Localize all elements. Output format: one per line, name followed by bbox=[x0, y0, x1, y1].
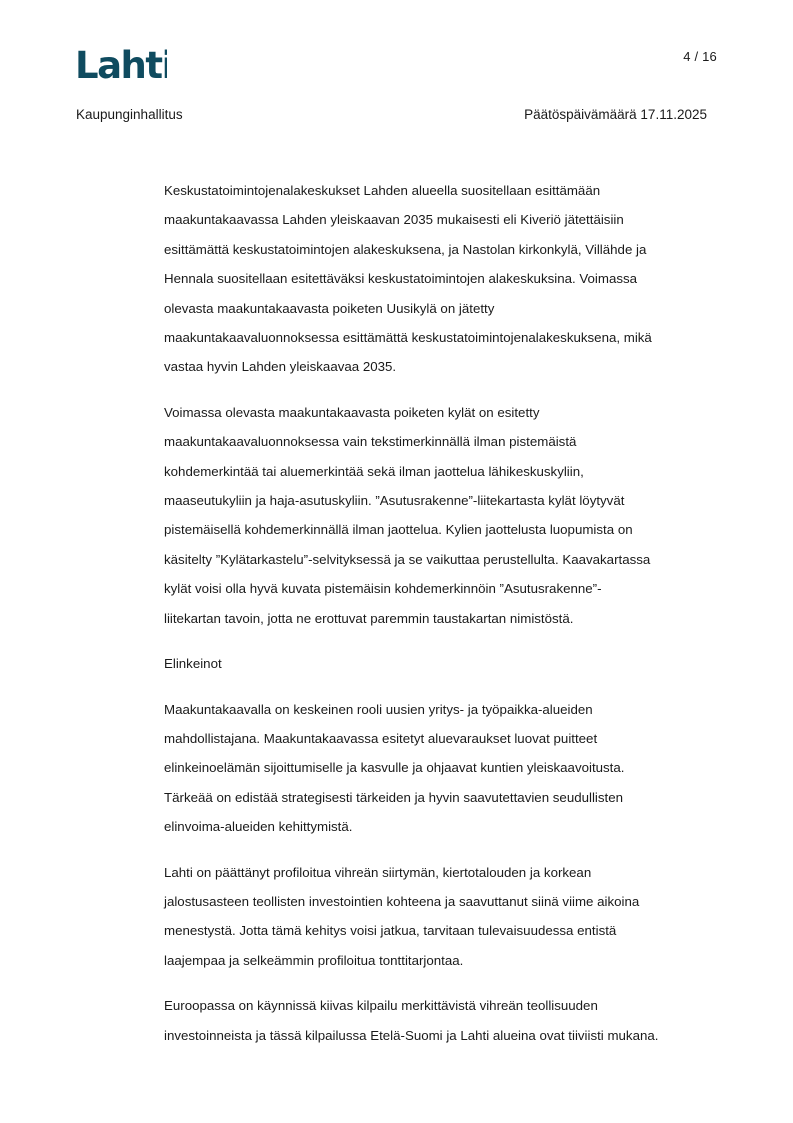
paragraph bbox=[164, 858, 724, 976]
text-line: vastaa hyvin Lahden yleiskaavaa 2035. bbox=[164, 359, 397, 375]
text-line: maakuntakaavaluonnoksessa vain tekstimerkinnällä ilman pistemäistä bbox=[164, 434, 577, 450]
section-heading bbox=[164, 649, 724, 678]
text-line: Tärkeää on edistää strategisesti tärkeiden ja hyvin saavutettavien seudullisten bbox=[164, 789, 624, 805]
text-line: esittämättä keskustatoimintojen alakeskuksena, ja Nastolan kirkonkylä, Villähde ja bbox=[164, 241, 647, 257]
text-line: Hennala suositellaan esitettäväksi keskustatoimintojen alakeskuksina. Voimassa bbox=[164, 271, 638, 287]
text-line: Maakuntakaavalla on keskeinen rooli uusien yritys- ja työpaikka-alueiden bbox=[164, 701, 593, 717]
organization-name: Kaupunginhallitus bbox=[76, 107, 183, 122]
lahti-logo-icon bbox=[75, 47, 167, 81]
svg-text:Lahti: Lahti bbox=[75, 47, 167, 81]
text-line: investoinneista ja tässä kilpailussa Etelä-Suomi ja Lahti alueina ovat tiiviisti mukana. bbox=[164, 1027, 659, 1043]
text-line: Voimassa olevasta maakuntakaavasta poiketen kylät on esitetty bbox=[164, 404, 540, 420]
text-line: kohdemerkintää tai aluemerkintää sekä ilman jaottelua lähikeskuskyliin, bbox=[164, 463, 584, 479]
text-line: menestystä. Jotta tämä kehitys voisi jatkua, tarvitaan tulevaisuudessa entistä bbox=[164, 923, 617, 939]
text-line: olevasta maakuntakaavasta poiketen Uusikylä on jätetty bbox=[164, 300, 495, 316]
text-line: kylät voisi olla hyvä kuvata pistemäisin kohdemerkinnöin ”Asutusrakenne”- bbox=[164, 581, 602, 597]
text-line: Keskustatoimintojenalakeskukset Lahden alueella suositellaan esittämään bbox=[164, 183, 601, 198]
text-line: mahdollistajana. Maakuntakaavassa esitetyt aluevaraukset luovat puitteet bbox=[164, 730, 598, 746]
page-number: 4 / 16 bbox=[683, 49, 717, 64]
text-line: elinvoima-alueiden kehittymistä. bbox=[164, 819, 353, 835]
text-line: jalostusasteen teollisten investointien kohteena ja saavuttanut siinä viime aikoina bbox=[164, 893, 640, 909]
paragraph bbox=[164, 695, 724, 842]
text-line: pistemäisellä kohdemerkinnällä ilman jaottelua. Kylien jaottelusta luopumista on bbox=[164, 522, 633, 538]
text-line: maakuntakaavassa Lahden yleiskaavan 2035 mukaisesti eli Kiveriö jätettäisiin bbox=[164, 212, 624, 228]
document-body bbox=[164, 176, 724, 1066]
paragraph bbox=[164, 176, 724, 382]
text-line: liitekartan tavoin, jotta ne erottuvat paremmin taustakartan nimistöstä. bbox=[164, 610, 574, 626]
text-line: elinkeinoelämän sijoittumiselle ja kasvulle ja ohjaavat kuntien yleiskaavoitusta. bbox=[164, 760, 625, 776]
text-line: laajempaa ja selkeämmin profiloitua tonttitarjontaa. bbox=[164, 952, 464, 968]
text-line: maakuntakaavaluonnoksessa esittämättä keskustatoimintojenalakeskuksena, mikä bbox=[164, 330, 652, 346]
paragraph bbox=[164, 398, 724, 633]
text-line: Elinkeinot bbox=[164, 656, 222, 672]
lahti-logo bbox=[75, 47, 167, 81]
paragraph bbox=[164, 991, 724, 1050]
decision-date: Päätöspäivämäärä 17.11.2025 bbox=[524, 107, 707, 122]
text-line: Lahti on päättänyt profiloitua vihreän siirtymän, kiertotalouden ja korkean bbox=[164, 864, 592, 880]
text-line: maaseutukyliin ja haja-asutuskyliin. ”Asutusrakenne”-liitekartasta kylät löytyvät bbox=[164, 493, 625, 509]
text-line: Euroopassa on käynnissä kiivas kilpailu merkittävistä vihreän teollisuuden bbox=[164, 998, 598, 1014]
text-line: käsitelty ”Kylätarkastelu”-selvityksessä ja se vaikuttaa perustellulta. Kaavakartassa bbox=[164, 551, 651, 567]
